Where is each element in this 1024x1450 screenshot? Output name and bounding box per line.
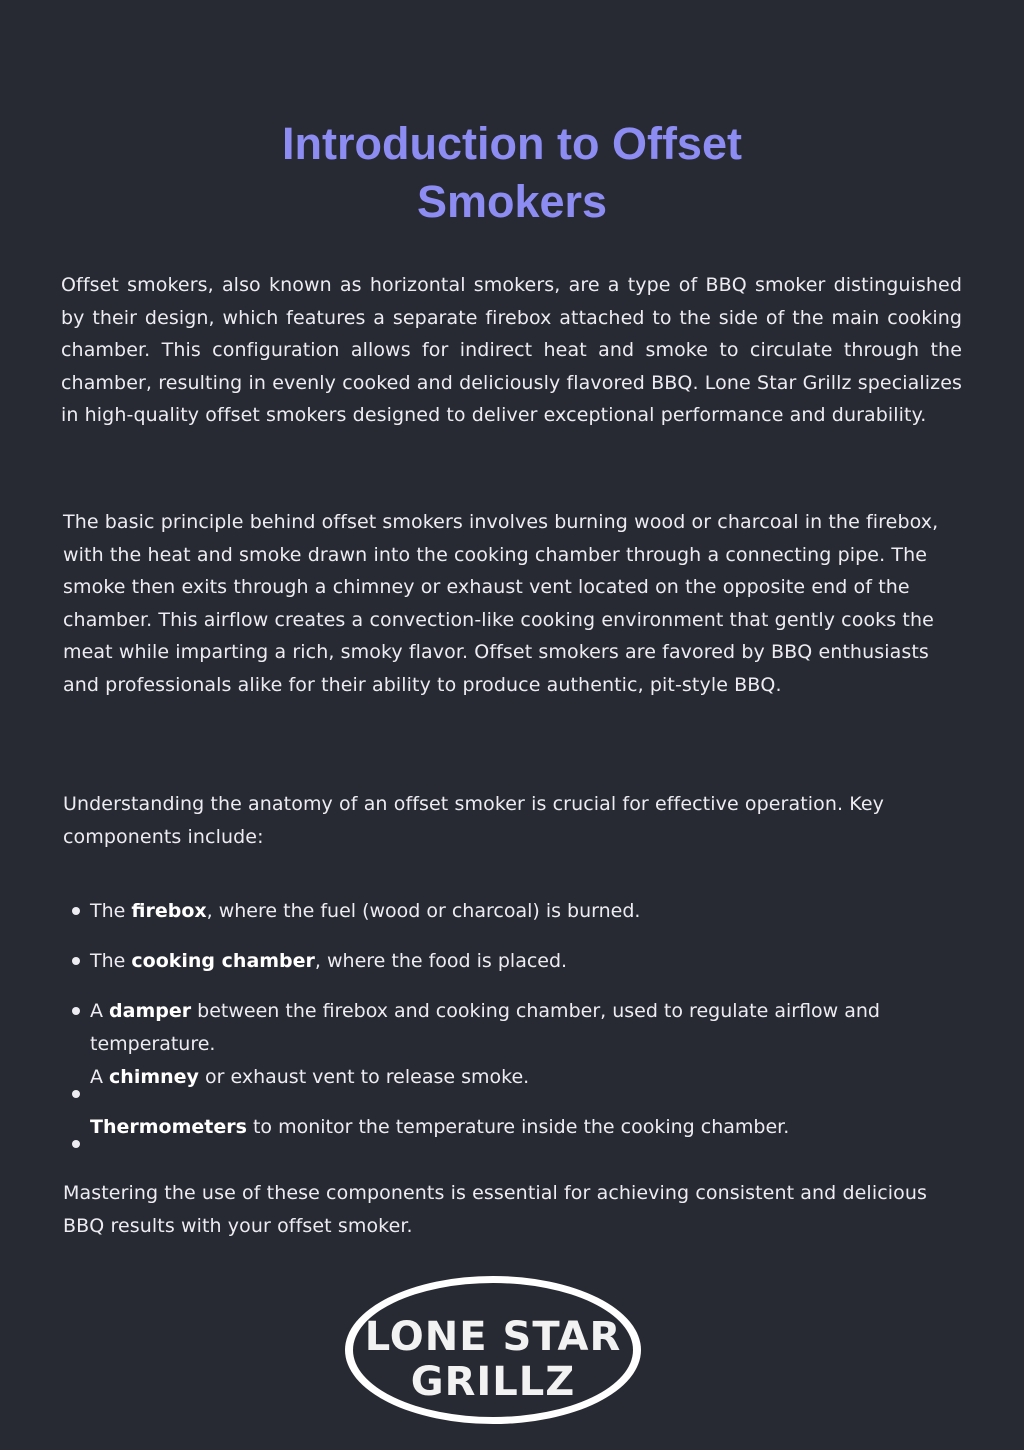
component-name: damper (109, 1000, 192, 1022)
principle-paragraph: The basic principle behind offset smokers involves burning wood or charcoal in the firebox, with the heat and smoke drawn into the cooking chamber through a connecting pipe. The smoke then exits through a chimney or exhaust vent located on the opposite end of the chamber. This airflow creates a convection-like cooking environment that gently cooks the meat while imparting a rich, smoky flavor. Offset smokers are favored by BBQ enthusiasts and professionals alike for their ability to produce authentic, pit-style BBQ. (63, 511, 939, 696)
bullet-dot (72, 1140, 80, 1148)
component-prefix: The (90, 900, 132, 922)
component-description: , where the fuel (wood or charcoal) is burned. (206, 900, 641, 922)
anatomy-paragraph: Understanding the anatomy of an offset smoker is crucial for effective operation. Key components include: (63, 793, 885, 848)
bullet-dot (72, 1007, 80, 1015)
lone-star-grillz-logo (340, 1270, 646, 1430)
logo-line-1: LONE STAR (364, 1314, 622, 1360)
bullet-dot (72, 907, 80, 915)
bullet-dot (72, 1090, 80, 1098)
component-description: to monitor the temperature inside the cooking chamber. (246, 1116, 790, 1138)
closing-paragraph: Mastering the use of these components is essential for achieving consistent and delicious BBQ results with your offset smoker. (63, 1182, 927, 1237)
bullet-dot (72, 957, 80, 965)
component-description: or exhaust vent to release smoke. (198, 1066, 530, 1088)
logo-line-2: GRILLZ (410, 1359, 576, 1405)
component-description: , where the food is placed. (314, 950, 568, 972)
page-title-line-2: Smokers (416, 176, 608, 227)
page-title (0, 115, 1024, 231)
component-prefix: A (90, 1066, 110, 1088)
component-name: chimney (109, 1066, 199, 1088)
component-name: firebox (131, 900, 207, 922)
component-prefix: The (90, 950, 132, 972)
component-prefix: A (90, 1000, 110, 1022)
intro-paragraph: Offset smokers, also known as horizontal smokers, are a type of BBQ smoker distinguished by their design, which features a separate firebox attached to the side of the main cooking chamber. This configuration allows for indirect heat and smoke to circulate through the chamber, resulting in evenly cooked and deliciously flavored BBQ. Lone Star Grillz specializes in high-quality offset smokers designed to deliver exceptional performance and durability. (61, 274, 962, 426)
component-description: between the firebox and cooking chamber, used to regulate airflow and temperature. (90, 1000, 880, 1055)
component-name: cooking chamber (131, 950, 315, 972)
component-name: Thermometers (90, 1116, 247, 1138)
page-title-line-1: Introduction to Offset (282, 118, 742, 169)
